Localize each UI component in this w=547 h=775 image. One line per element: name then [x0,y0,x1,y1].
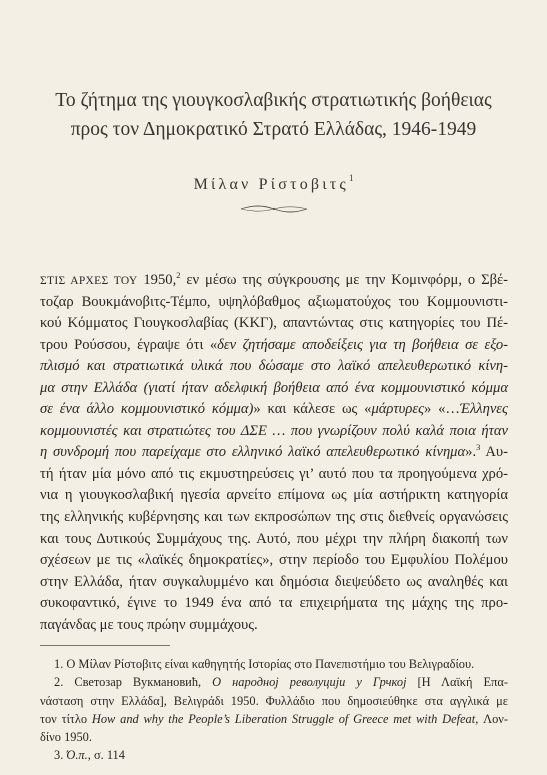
title-line-2: προς τον Δημοκρατικό Στρατό Ελλάδας, 1946-1949 [70,119,477,140]
text-line [40,335,508,357]
text-run: , Λον- [475,711,509,726]
italic-quote: δεν ζητήσαμε αποδείξεις για τη βοήθεια σε εξο- [217,336,508,353]
text-line [40,356,508,378]
italic-quote: πλισμό και στρατιωτικά υλικά που δώσαμε στο λαϊκό απελευθερωτικό κίνη- [40,358,508,375]
text-run: τον τίτλο [40,711,92,726]
text-run: » «… [424,401,461,418]
footnote-ref-1: 1 [348,173,354,183]
text-line [40,270,508,292]
footnote-2-cont [40,710,508,728]
text-line: συκοφαντικό, έγινε το 1949 ένα από τα επιχειρήματα της μάχης της προ- [40,595,508,612]
text-line: στην Ελλάδα, ήταν συγκαλυμμένο και δημόσια διεψεύδετο ως αναληθές και [40,573,508,590]
text-run: 2. Светозар Вукмановић, [54,675,213,690]
text-line: τή ήταν μία μόνο από τις εκμυστηρεύσεις γι’ αυτό που τα προηγούμενα χρό- [40,465,508,482]
text-run: [Η Λαϊκή Επα- [406,675,508,690]
italic-quote: μάρτυρες [371,401,425,418]
text-line: νια η γιουγκοσλαβική ηγεσία αρνείτο επίμονα ως μία αστήρικτη κατηγορία [40,487,508,504]
italic-quote: η συνδρομή που παρείχαμε στο ελληνικό λαϊκό απελευθερωτικό κίνημα [40,444,466,461]
text-line: σχέσεων με τις «λαϊκές δημοκρατίες», στην περίοδο του Εμφυλίου Πολέμου [40,552,508,569]
author-text: Μίλαν Ρίστοβιτς [193,176,349,193]
ornament-divider-icon [239,203,309,215]
text-line [40,421,508,443]
footnote-2 [40,673,508,691]
italic-quote: σε ένα άλλο κομμουνιστικό κόμμα) [40,401,254,418]
text-line [40,378,508,400]
text-line: τοζαρ Βουκμάνοβιτς-Τέμπο, υψηλόβαθμος αξιωματούχος του Κομμουνιστι- [40,293,508,310]
text-line [40,399,508,421]
text-run: εν μέσω της σύγκρουσης με την Κομινφόρμ, ο Σβέ- [180,272,509,288]
footnotes [40,655,508,765]
text-run: ». [465,444,477,461]
main-paragraph [40,270,508,636]
footnote-ref-2: 2 [176,270,181,280]
text-line: κού Κόμματος Γιουγκοσλαβίας (ΚΚΓ), απαντώντας στις κατηγορίες του Πέ- [40,315,508,332]
footnote-separator [40,645,170,646]
text-run: 3. [54,748,67,763]
text-line: της ελληνικής κυβέρνησης και των εκπροσώπων της στις διεθνείς οργανώσεις [40,509,508,526]
italic-quote: Έλληνες [460,401,508,418]
text-run: τρου Ρούσσου, έγραψε ότι « [40,336,218,353]
footnote-1: 1. Ο Μίλαν Ρίστοβιτς είναι καθηγητής Ιστορίας στο Πανεπιστήμιο του Βελιγραδίου. [54,657,475,671]
footnote-ref-3: 3 [476,442,481,453]
title-line-1: Το ζήτημα της γιουγκοσλαβικής στρατιωτικής βοήθειας [55,90,492,111]
text-run: , σ. 114 [87,748,125,763]
footnote-3 [40,746,508,764]
text-line: παγάνδας με τους πρώην συμμάχους. [40,616,258,633]
text-run: Αυ- [480,444,508,461]
footnote-2-cont: δίνο 1950. [40,730,92,745]
footnote-2-cont: νάσταση στην Ελλάδα], Βελιγράδι 1950. Φυλλάδιο που δημοσιεύθηκε στα αγγλικά με [40,693,508,708]
text-line: και τους Δυτικούς Συμμάχους της. Αυτό, που μέχρι την πλήρη διακοπή των [40,530,508,547]
text-run: » και κάλεσε ως « [253,401,372,418]
smallcaps-opening: ΣΤΙΣ ΑΡΧΕΣ ΤΟΥ [40,275,138,287]
italic-quote: κομμουνιστές και στρατιώτες του ΔΣΕ … που γνωρίζουν πολύ καλά ποια ήταν [40,422,508,439]
italic-title: How and why the People’s Liberation Struggle of Greece met with Defeat [91,711,476,726]
italic-quote: μα στην Ελλάδα (γιατί ήταν αδελφική βοήθεια από ένα κομμουνιστικό κόμμα [40,379,508,396]
text-run: 1950, [137,272,177,288]
italic-abbrev: Ό.π. [66,748,88,763]
author-name [0,173,547,194]
italic-title: О народној револуцији у Грчкој [212,675,407,690]
text-line [40,442,508,464]
article-title [40,86,507,144]
